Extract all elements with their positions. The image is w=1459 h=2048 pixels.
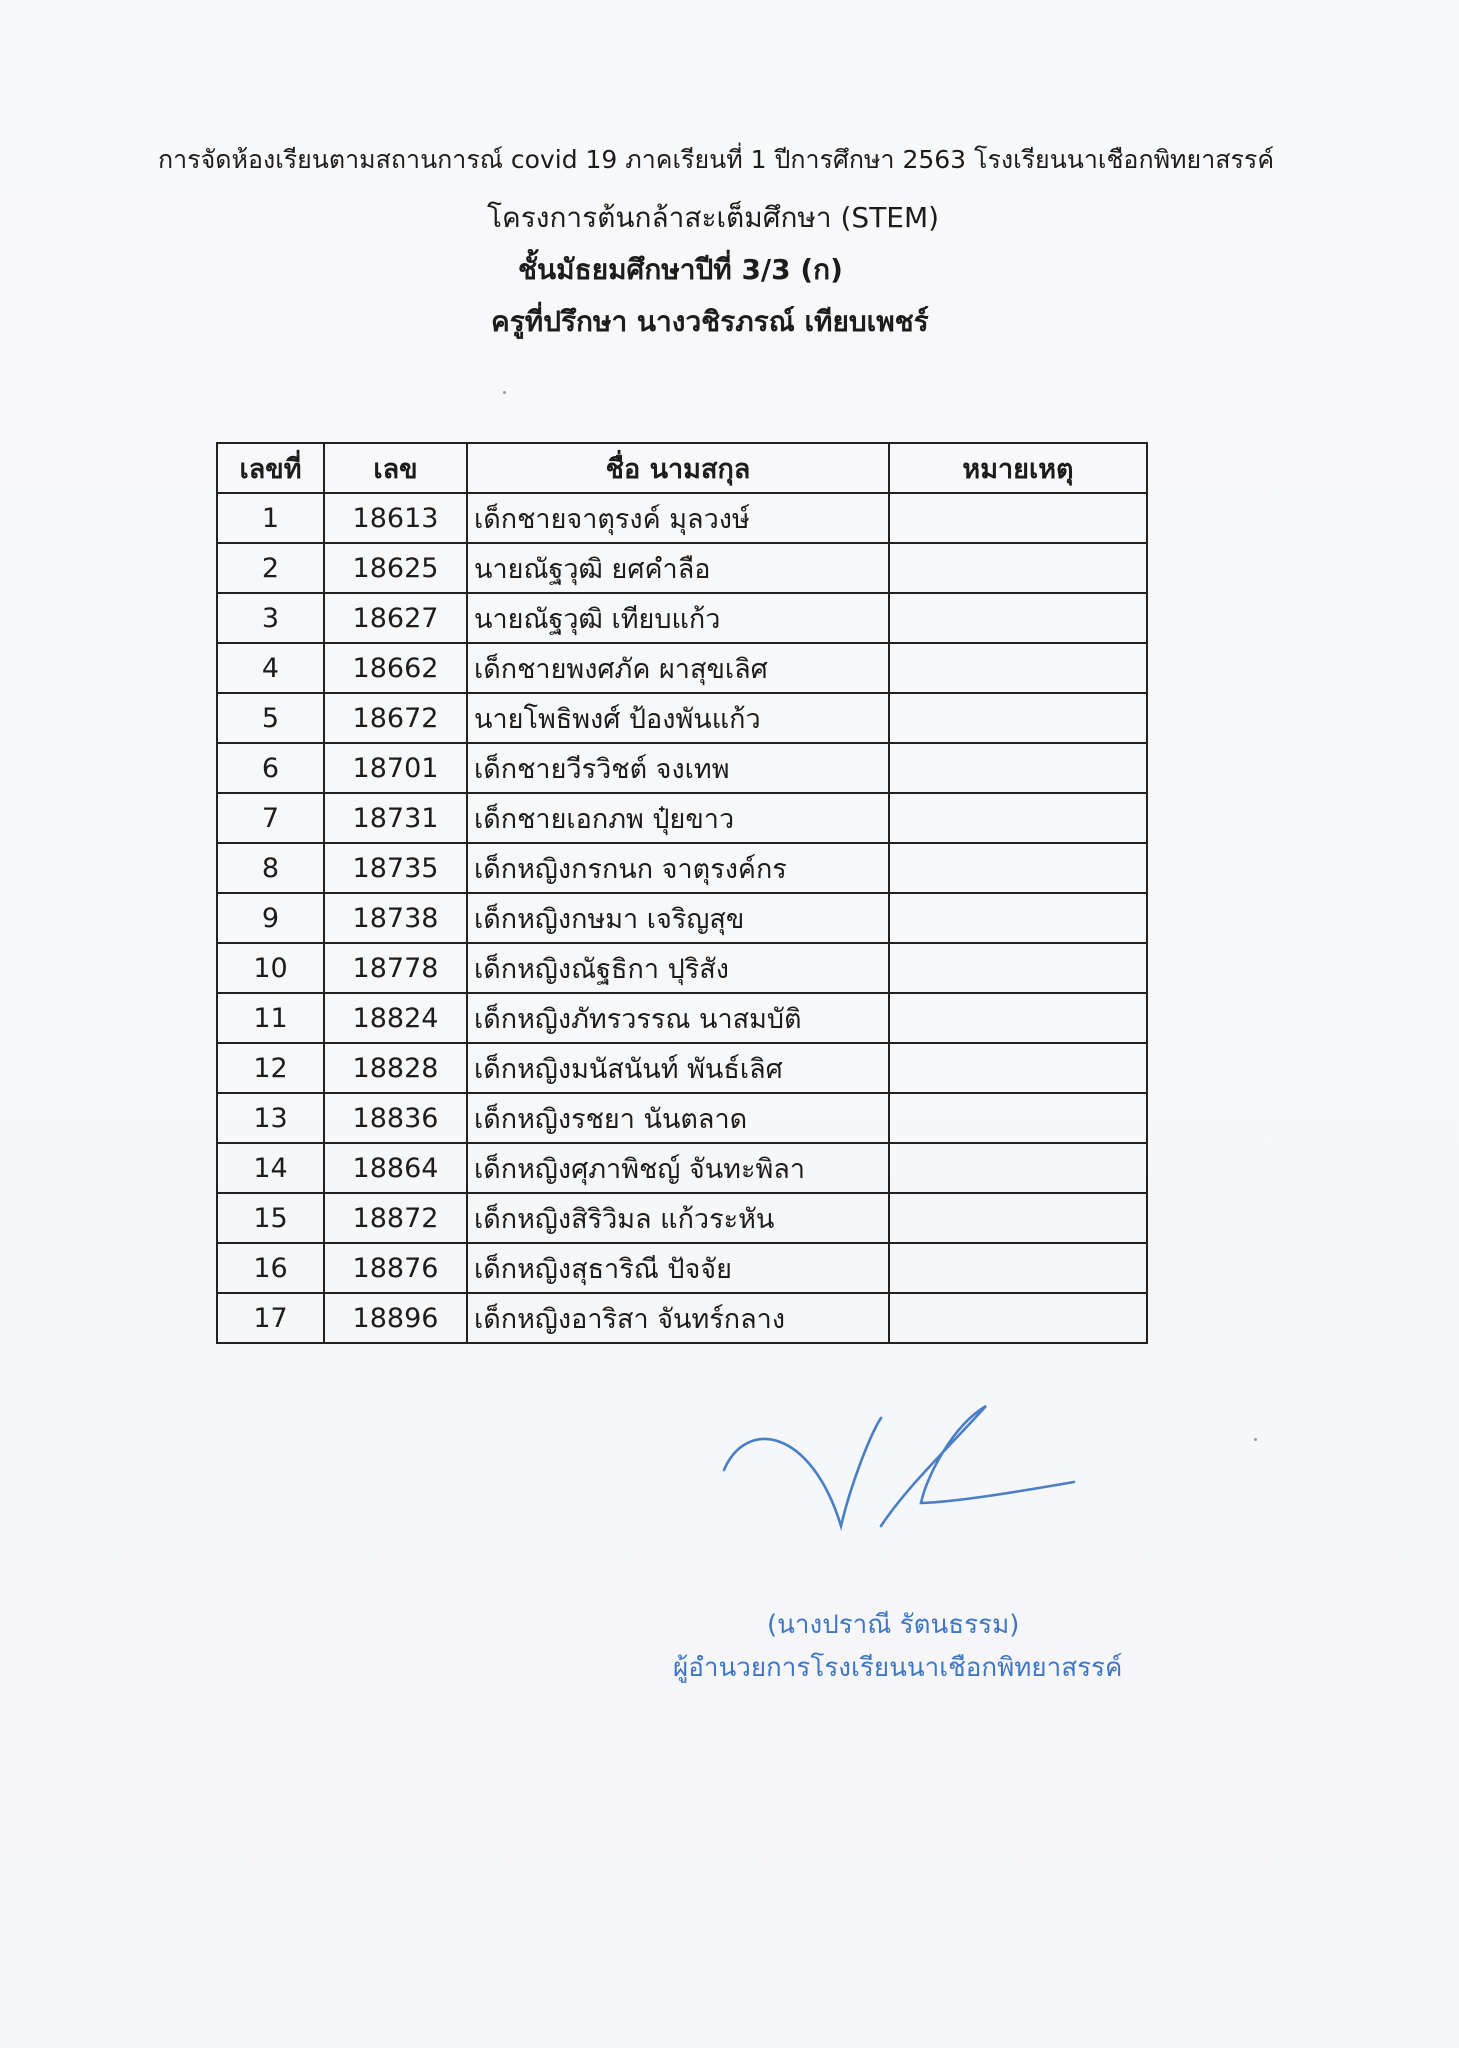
header-student-id: เลข	[324, 443, 467, 493]
cell-full-name: เด็กหญิงณัฐธิกา ปุริสัง	[467, 943, 889, 993]
cell-number: 10	[217, 943, 324, 993]
cell-remarks	[889, 1293, 1147, 1343]
cell-remarks	[889, 493, 1147, 543]
cell-number: 14	[217, 1143, 324, 1193]
cell-student-id: 18731	[324, 793, 467, 843]
cell-student-id: 18613	[324, 493, 467, 543]
cell-remarks	[889, 1243, 1147, 1293]
cell-full-name: เด็กหญิงอาริสา จันทร์กลาง	[467, 1293, 889, 1343]
cell-remarks	[889, 1193, 1147, 1243]
table-row	[217, 593, 1147, 643]
roster-body	[217, 493, 1147, 1343]
signatory-title: ผู้อำนวยการโรงเรียนนาเชือกพิทยาสรรค์	[673, 1653, 1123, 1683]
signatory-name: (นางปราณี รัตนธรรม)	[767, 1610, 1020, 1640]
cell-number: 13	[217, 1093, 324, 1143]
cell-number: 11	[217, 993, 324, 1043]
table-header-row	[217, 443, 1147, 493]
table-row	[217, 793, 1147, 843]
cell-remarks	[889, 1043, 1147, 1093]
cell-remarks	[889, 543, 1147, 593]
student-roster-table	[216, 442, 1148, 1344]
cell-full-name: นายโพธิพงศ์ ป้องพันแก้ว	[467, 693, 889, 743]
table-row	[217, 943, 1147, 993]
cell-number: 12	[217, 1043, 324, 1093]
handwritten-signature	[716, 1398, 1086, 1533]
project-name: โครงการต้นกล้าสะเต็มศึกษา (STEM)	[487, 201, 940, 234]
cell-student-id: 18872	[324, 1193, 467, 1243]
cell-remarks	[889, 1143, 1147, 1193]
cell-number: 2	[217, 543, 324, 593]
cell-number: 8	[217, 843, 324, 893]
cell-student-id: 18876	[324, 1243, 467, 1293]
cell-remarks	[889, 593, 1147, 643]
cell-student-id: 18701	[324, 743, 467, 793]
cell-full-name: เด็กชายพงศภัค ผาสุขเลิศ	[467, 643, 889, 693]
cell-student-id: 18738	[324, 893, 467, 943]
cell-number: 5	[217, 693, 324, 743]
cell-student-id: 18828	[324, 1043, 467, 1093]
table-row	[217, 843, 1147, 893]
cell-student-id: 18672	[324, 693, 467, 743]
cell-full-name: เด็กหญิงกษมา เจริญสุข	[467, 893, 889, 943]
cell-remarks	[889, 1093, 1147, 1143]
homeroom-teacher: ครูที่ปรึกษา นางวชิรภรณ์ เทียบเพชร์	[491, 305, 929, 338]
cell-remarks	[889, 943, 1147, 993]
cell-full-name: นายณัฐวุฒิ ยศคำลือ	[467, 543, 889, 593]
table-row	[217, 1193, 1147, 1243]
cell-full-name: เด็กหญิงศุภาพิชญ์ จันทะพิลา	[467, 1143, 889, 1193]
table-row	[217, 693, 1147, 743]
cell-student-id: 18836	[324, 1093, 467, 1143]
table-row	[217, 993, 1147, 1043]
cell-remarks	[889, 743, 1147, 793]
class-level: ชั้นมัธยมศึกษาปีที่ 3/3 (ก)	[518, 253, 843, 286]
cell-number: 16	[217, 1243, 324, 1293]
cell-remarks	[889, 693, 1147, 743]
cell-remarks	[889, 893, 1147, 943]
cell-number: 3	[217, 593, 324, 643]
document-title: การจัดห้องเรียนตามสถานการณ์ covid 19 ภาคเรียนที่ 1 ปีการศึกษา 2563 โรงเรียนนาเชือกพิทยาสรรค์	[158, 145, 1275, 174]
table-row	[217, 1093, 1147, 1143]
cell-number: 15	[217, 1193, 324, 1243]
cell-remarks	[889, 843, 1147, 893]
cell-full-name: เด็กชายเอกภพ ปุ๋ยขาว	[467, 793, 889, 843]
table-row	[217, 1143, 1147, 1193]
cell-remarks	[889, 993, 1147, 1043]
table-row	[217, 1293, 1147, 1343]
cell-full-name: เด็กหญิงสิริวิมล แก้วระหัน	[467, 1193, 889, 1243]
header-number: เลขที่	[217, 443, 324, 493]
cell-remarks	[889, 643, 1147, 693]
cell-student-id: 18864	[324, 1143, 467, 1193]
cell-full-name: เด็กชายจาตุรงค์ มุลวงษ์	[467, 493, 889, 543]
cell-full-name: นายณัฐวุฒิ เทียบแก้ว	[467, 593, 889, 643]
table-row	[217, 493, 1147, 543]
table-row	[217, 1243, 1147, 1293]
cell-number: 9	[217, 893, 324, 943]
paper-speck	[503, 391, 506, 394]
cell-student-id: 18627	[324, 593, 467, 643]
table-row	[217, 543, 1147, 593]
cell-number: 17	[217, 1293, 324, 1343]
cell-student-id: 18625	[324, 543, 467, 593]
header-full-name: ชื่อ นามสกุล	[467, 443, 889, 493]
cell-full-name: เด็กหญิงสุธาริณี ปัจจัย	[467, 1243, 889, 1293]
cell-student-id: 18662	[324, 643, 467, 693]
cell-student-id: 18735	[324, 843, 467, 893]
cell-student-id: 18824	[324, 993, 467, 1043]
cell-full-name: เด็กหญิงกรกนก จาตุรงค์กร	[467, 843, 889, 893]
cell-student-id: 18896	[324, 1293, 467, 1343]
cell-full-name: เด็กชายวีรวิชต์ จงเทพ	[467, 743, 889, 793]
table-row	[217, 743, 1147, 793]
table-row	[217, 1043, 1147, 1093]
table-row	[217, 893, 1147, 943]
cell-number: 4	[217, 643, 324, 693]
cell-full-name: เด็กหญิงภัทรวรรณ นาสมบัติ	[467, 993, 889, 1043]
cell-number: 1	[217, 493, 324, 543]
table-row	[217, 643, 1147, 693]
cell-number: 7	[217, 793, 324, 843]
cell-student-id: 18778	[324, 943, 467, 993]
header-remarks: หมายเหตุ	[889, 443, 1147, 493]
paper-speck	[1254, 1438, 1257, 1441]
cell-full-name: เด็กหญิงมนัสนันท์ พันธ์เลิศ	[467, 1043, 889, 1093]
cell-full-name: เด็กหญิงรชยา นันตลาด	[467, 1093, 889, 1143]
cell-number: 6	[217, 743, 324, 793]
cell-remarks	[889, 793, 1147, 843]
